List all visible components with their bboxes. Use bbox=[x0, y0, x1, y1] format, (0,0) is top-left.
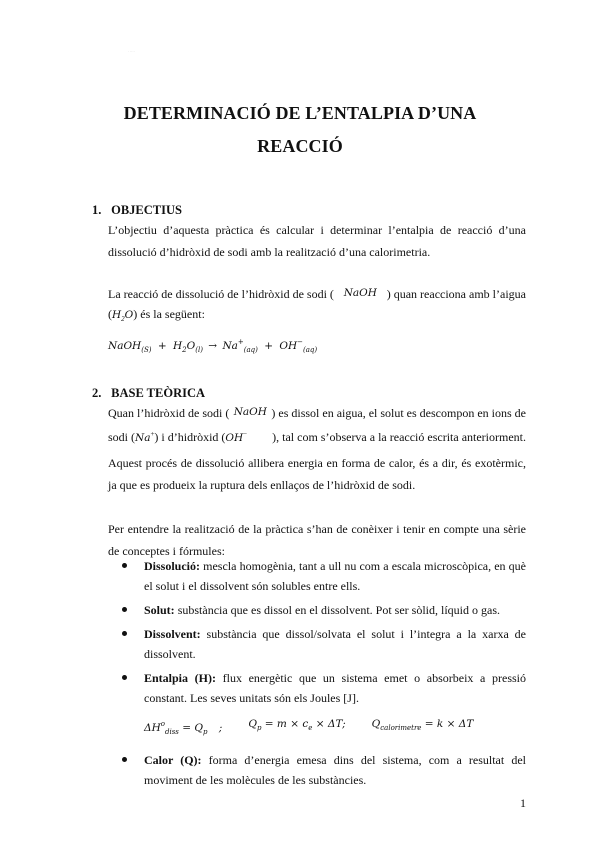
bullet-icon bbox=[122, 563, 127, 568]
text-span: ) i d’hidròxid ( bbox=[154, 430, 226, 444]
subscript: p bbox=[256, 724, 262, 732]
superscript: + bbox=[150, 430, 155, 438]
formula-h: H bbox=[112, 309, 122, 321]
dissolution-equation bbox=[108, 338, 317, 354]
term-label: Dissolvent: bbox=[144, 627, 201, 641]
eq-term: NaOH bbox=[108, 340, 142, 352]
superscript: − bbox=[297, 338, 304, 346]
list-item bbox=[108, 750, 526, 790]
concepts-list bbox=[108, 556, 526, 794]
text-span: ) és la següent: bbox=[133, 307, 205, 321]
bullet-icon bbox=[122, 757, 127, 762]
superscript: + bbox=[237, 338, 244, 346]
text-span: ), tal com s’observa a la reacció escrita anteriorment. bbox=[272, 430, 526, 444]
math-term: Q bbox=[248, 718, 257, 730]
term-definition: substància que es dissol en el dissolvent. Pot ser sòlid, líquid o gas. bbox=[174, 603, 500, 617]
eq-term: Na bbox=[222, 340, 238, 352]
term-label: Entalpia (H): bbox=[144, 671, 216, 685]
eq-term: O bbox=[186, 340, 196, 352]
subscript: 2 bbox=[121, 315, 125, 323]
superscript: − bbox=[243, 430, 248, 438]
section-number: 1. bbox=[92, 203, 102, 217]
arrow-icon: → bbox=[208, 340, 218, 352]
enthalpy-formulas bbox=[144, 708, 526, 746]
subscript: 2 bbox=[182, 346, 187, 354]
subscript: p bbox=[202, 728, 208, 736]
text-span: sodi ( bbox=[108, 430, 135, 444]
subscript: (aq) bbox=[303, 346, 318, 354]
exothermic-paragraph: Aquest procés de dissolució allibera energia en forma de calor, és a dir, és exotèrmic, ja que es produeix la ruptura dels enllaços de l’hidròxid de sodi. bbox=[108, 456, 526, 492]
formula-oh: OH bbox=[225, 432, 244, 444]
formula-o: O bbox=[124, 309, 134, 321]
section-heading-objectius bbox=[92, 203, 182, 218]
eq-operator: + bbox=[264, 340, 274, 352]
math-term: = k × ΔT bbox=[424, 718, 474, 730]
concepts-intro-paragraph: Per entendre la realització de la pràctica s’han de conèixer i tenir en compte una sèrie de conceptes i fórmules: bbox=[108, 522, 526, 558]
header-mark: · ·· · · bbox=[128, 50, 136, 54]
formula-enthalpy bbox=[144, 714, 222, 742]
math-term: ; bbox=[218, 722, 223, 734]
page-number: 1 bbox=[520, 796, 526, 810]
math-term: = m × c bbox=[264, 718, 309, 730]
term-definition: mescla homogènia, tant a ull nu com a escala microscòpica, en què el solut i el dissolvent són solubles entre ells. bbox=[144, 559, 526, 593]
reaction-intro-line-2 bbox=[108, 307, 526, 323]
subscript: calorimetre bbox=[380, 724, 422, 732]
text-span: ) es dissol en aigua, el solut es descompon en ions de bbox=[271, 406, 526, 420]
term-label: Dissolució: bbox=[144, 559, 201, 573]
term-label: Calor (Q): bbox=[144, 753, 202, 767]
formula-calorimeter bbox=[372, 714, 474, 742]
section-title: OBJECTIUS bbox=[111, 203, 182, 217]
formula-naoh: NaOH bbox=[233, 406, 267, 418]
list-item bbox=[108, 668, 526, 746]
formula-na: Na bbox=[135, 432, 151, 444]
base-line-1 bbox=[108, 406, 526, 421]
bullet-icon bbox=[122, 631, 127, 636]
section-title: BASE TEÒRICA bbox=[111, 386, 206, 400]
list-item bbox=[108, 600, 526, 620]
objectius-paragraph: L’objectiu d’aquesta pràctica és calcular i determinar l’entalpia de reacció d’una dissolució d’hidròxid de sodi amb la realització d’una calorimetria. bbox=[108, 223, 526, 259]
eq-operator: + bbox=[157, 340, 167, 352]
subscript: (S) bbox=[141, 346, 152, 354]
formula-naoh: NaOH bbox=[343, 287, 377, 299]
section-heading-base-teorica bbox=[92, 386, 205, 401]
text-span: ( bbox=[108, 307, 112, 321]
math-term: Q bbox=[371, 718, 381, 730]
subscript: (l) bbox=[195, 346, 203, 354]
math-term: × ΔT; bbox=[315, 718, 346, 730]
list-item bbox=[108, 624, 526, 664]
text-span: La reacció de dissolució de l’hidròxid de sodi ( bbox=[108, 287, 334, 301]
bullet-icon bbox=[122, 675, 127, 680]
math-term: = Q bbox=[182, 722, 203, 734]
text-span: ) quan reacciona amb l’aigua bbox=[386, 287, 526, 301]
term-label: Solut: bbox=[144, 603, 175, 617]
section-number: 2. bbox=[92, 386, 102, 400]
term-definition: flux energètic que un sistema emet o absorbeix a pressió constant. Les seves unitats són els Joules [J]. bbox=[144, 671, 527, 705]
document-title-line-2: REACCIÓ bbox=[257, 136, 343, 156]
text-span: Quan l’hidròxid de sodi ( bbox=[108, 406, 230, 420]
reaction-intro-line-1 bbox=[108, 287, 526, 302]
term-definition: forma d’energia emesa dins del sistema, com a resultat del moviment de les molècules de les substàncies. bbox=[144, 753, 526, 787]
subscript: e bbox=[308, 724, 313, 732]
bullet-icon bbox=[122, 607, 127, 612]
base-line-2 bbox=[108, 430, 526, 445]
document-title-line-1: DETERMINACIÓ DE L’ENTALPIA D’UNA bbox=[123, 103, 477, 123]
eq-term: OH bbox=[279, 340, 298, 352]
superscript: o bbox=[160, 720, 165, 728]
subscript: diss bbox=[164, 728, 179, 736]
list-item bbox=[108, 556, 526, 596]
eq-term: H bbox=[172, 340, 183, 352]
subscript: (aq) bbox=[243, 346, 258, 354]
math-term: ΔH bbox=[144, 722, 161, 734]
formula-heat-mass bbox=[248, 714, 345, 742]
term-definition: substància que dissol/solvata el solut i l’integra a la xarxa de dissolvent. bbox=[144, 627, 526, 661]
